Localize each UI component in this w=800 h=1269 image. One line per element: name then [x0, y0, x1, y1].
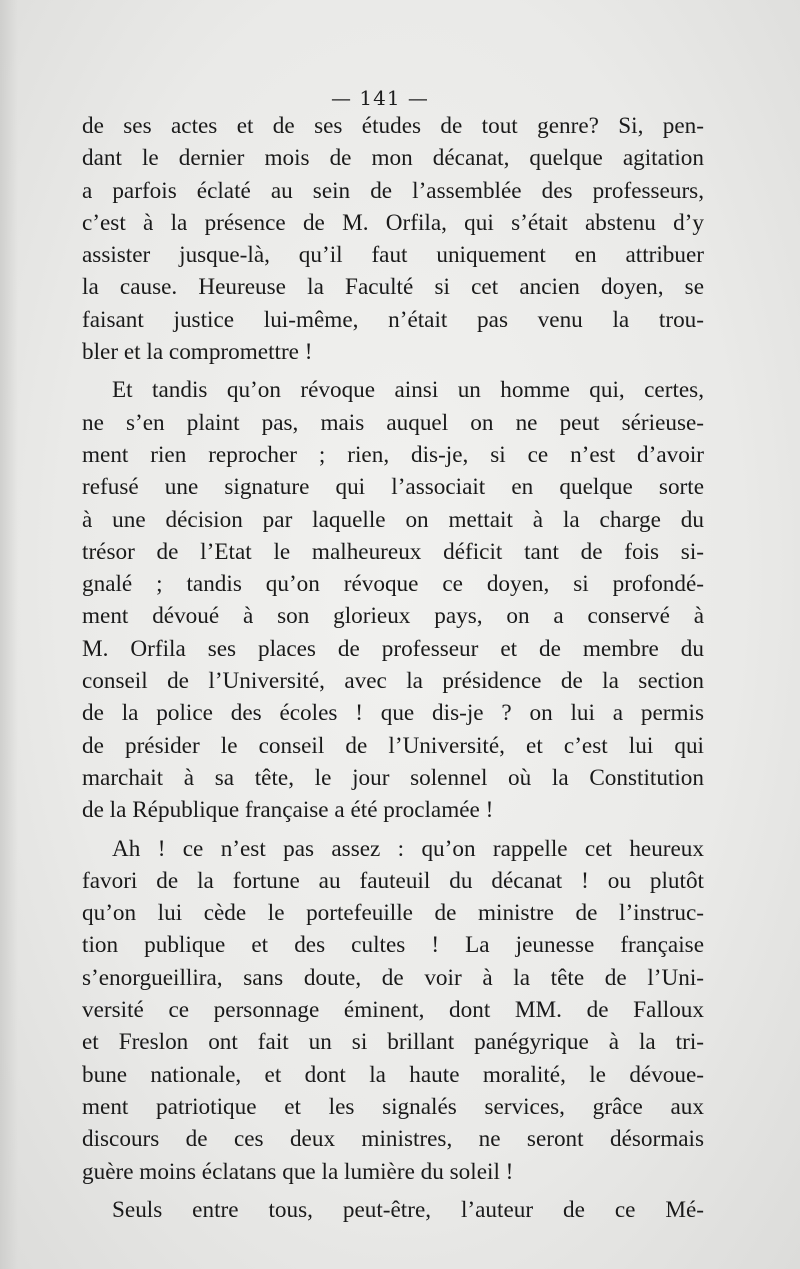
text-line: favori de la fortune au fauteuil du décanat ! ou plutôt	[82, 867, 704, 894]
text-line: dant le dernier mois de mon décanat, quelque agitation	[82, 145, 704, 172]
text-line: de la République française a été proclamée !	[82, 797, 494, 824]
text-line: refusé une signature qui l’associait en quelque sorte	[82, 474, 704, 501]
text-line: marchait à sa tête, le jour solennel où la Constitution	[82, 764, 704, 791]
body-text	[82, 110, 704, 1226]
text-line: bler et la compromettre !	[82, 339, 313, 366]
text-line: guère moins éclatans que la lumière du soleil !	[82, 1158, 514, 1185]
text-line: ment patriotique et les signalés services, grâce aux	[82, 1093, 704, 1120]
text-line: discours de ces deux ministres, ne seront désormais	[82, 1126, 704, 1153]
text-line: trésor de l’Etat le malheureux déficit tant de fois si-	[82, 538, 704, 565]
paragraph	[82, 833, 704, 1188]
text-line: qu’on lui cède le portefeuille de ministre de l’instruc-	[82, 900, 704, 927]
text-line: Seuls entre tous, peut-être, l’auteur de ce Mé-	[112, 1196, 704, 1223]
text-line: faisant justice lui-même, n’était pas venu la trou-	[82, 306, 704, 333]
text-line: conseil de l’Université, avec la présidence de la section	[82, 668, 704, 695]
text-line: de ses actes et de ses études de tout genre? Si, pen-	[82, 113, 704, 139]
text-line: M. Orfila ses places de professeur et de membre du	[82, 635, 704, 662]
paragraph	[82, 1194, 704, 1226]
text-line: versité ce personnage éminent, dont MM. de Falloux	[82, 997, 704, 1024]
page-gutter-shadow	[0, 0, 18, 1269]
text-line: de présider le conseil de l’Université, et c’est lui qui	[82, 732, 704, 759]
text-line: a parfois éclaté au sein de l’assemblée des professeurs,	[82, 177, 704, 204]
paragraph	[82, 374, 704, 826]
page-number: — 141 —	[331, 86, 429, 110]
text-line: gnalé ; tandis qu’on révoque ce doyen, si profondé-	[82, 571, 704, 598]
text-line: et Freslon ont fait un si brillant panégyrique à la tri-	[82, 1029, 704, 1056]
text-line: assister jusque-là, qu’il faut uniquement en attribuer	[82, 242, 704, 269]
text-line: Et tandis qu’on révoque ainsi un homme qui, certes,	[112, 377, 704, 404]
text-line: s’enorgueillira, sans doute, de voir à la tête de l’Uni-	[82, 964, 704, 991]
text-line: à une décision par laquelle on mettait à la charge du	[82, 506, 704, 533]
text-line: ment rien reprocher ; rien, dis-je, si ce n’est d’avoir	[82, 441, 704, 468]
text-line: Ah ! ce n’est pas assez : qu’on rappelle cet heureux	[112, 835, 704, 862]
text-line: ne s’en plaint pas, mais auquel on ne peut sérieuse-	[82, 409, 704, 436]
text-line: bune nationale, et dont la haute moralité, le dévoue-	[82, 1061, 704, 1088]
text-line: tion publique et des cultes ! La jeunesse française	[82, 932, 704, 959]
text-line: ment dévoué à son glorieux pays, on a conservé à	[82, 603, 704, 630]
text-line: c’est à la présence de M. Orfila, qui s’était abstenu d’y	[82, 209, 704, 236]
text-line: la cause. Heureuse la Faculté si cet ancien doyen, se	[82, 274, 704, 301]
text-line: de la police des écoles ! que dis-je ? on lui a permis	[82, 700, 704, 727]
paragraph	[82, 110, 704, 368]
